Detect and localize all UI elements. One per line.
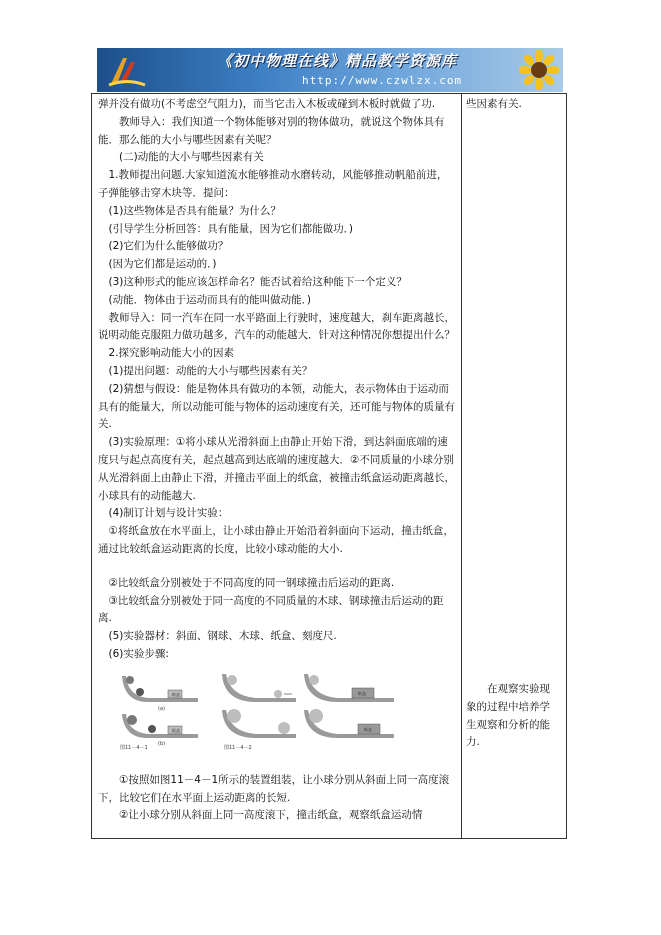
answer: (动能．物体由于运动而具有的能叫做动能．) <box>108 293 311 306</box>
column-divider <box>461 94 462 838</box>
right-column-top <box>466 96 562 114</box>
paragraph: ①按照如图11－4－1所示的装置组装，让小球分别从斜面上同一高度滚下，比较它们在水平面上运动距离的长短. <box>98 773 450 804</box>
paragraph: 教师导入：我们知道一个物体能够对别的物体做功，就说这个物体具有能．那么能的大小与哪些因素有关呢？ <box>98 115 445 146</box>
paragraph: ①将纸盒放在水平面上，让小球由静止开始沿着斜面向下运动，撞击纸盒，通过比较纸盒运动距离的长度，比较小球动能的大小. <box>98 525 454 555</box>
logo-icon <box>105 52 149 88</box>
figure-11-4-2-a2 <box>304 674 394 702</box>
paragraph: 1.教师提出问题.大家知道流水能够推动水磨转动，风能够推动帆船前进，子弹能够击穿木块等．提问： <box>98 169 448 199</box>
box-label: 纸盒 <box>358 690 366 696</box>
paragraph: (4)制订计划与设计实验： <box>108 507 229 520</box>
paragraph: (2)猜想与假设：能是物体具有做功的本领，动能大，表示物体由于运动而具有的能量大，所以动能可能与物体的运动速度有关，还可能与物体的质量有关. <box>98 382 455 431</box>
paragraph: ②比较纸盒分别被处于不同高度的同一钢球撞击后运动的距离. <box>108 576 395 589</box>
section-heading: (二)动能的大小与哪些因素有关 <box>119 151 264 164</box>
box-label: 纸盒 <box>172 691 180 697</box>
question: (2)它们为什么能够做功？ <box>108 240 229 253</box>
question: (3)这种形式的能应该怎样命名？能否试着给这种能下一个定义？ <box>108 275 407 288</box>
sunflower-icon <box>519 50 559 90</box>
figure-11-4-1-a <box>122 676 198 712</box>
banner-title: 《初中物理在线》精品教学资源库 <box>217 52 458 70</box>
right-column-note <box>466 681 558 752</box>
section-heading: 2.探究影响动能大小的因素 <box>108 347 235 360</box>
answer: (因为它们都是运动的．) <box>108 258 217 271</box>
question: (1)这些物体是否具有能量？为什么？ <box>108 204 281 217</box>
figure-11-4-1-b <box>120 714 198 750</box>
box-label: 纸盒 <box>172 727 180 733</box>
experiment-figure <box>98 670 456 750</box>
paragraph: (3)实验原理：①将小球从光滑斜面上由静止开始下滑，到达斜面底端的速度只与起点高度有关，起点越高到达底端的速度越大．②不同质量的小球分别从光滑斜面上由静止下滑，并撞击平面上的纸盒，被撞击纸盒运动距离越长，小球具有的动能越大. <box>98 436 455 502</box>
answer: (引导学生分析回答：具有能量，因为它们都能做功．) <box>108 222 353 235</box>
paragraph: (1)提出问题：动能的大小与哪些因素有关？ <box>108 364 313 377</box>
figure-caption: 图11－4－2 <box>224 744 252 750</box>
sub-label: (a) <box>158 705 165 712</box>
header-banner <box>97 48 563 92</box>
figure-11-4-2-a1 <box>222 674 296 702</box>
box-label: 纸盒 <box>364 726 372 732</box>
paragraph: (5)实验器材：斜面、钢球、木球、纸盒、刻度尺. <box>108 630 337 643</box>
paragraph: ②让小球分别从斜面上同一高度滚下，撞击纸盒，观察纸盒运动情 <box>119 809 423 822</box>
paragraph: 在观察实验现象的过程中培养学生观察和分析的能力. <box>466 683 550 749</box>
figure-caption: 图11－4－1 <box>120 744 148 750</box>
paragraph: 些因素有关. <box>466 98 522 110</box>
paragraph: 教师导入：同一汽车在同一水平路面上行驶时，速度越大，刹车距离越长，说明动能克服阻力做功越多，汽车的动能越大．针对这种情况你想提出什么？ <box>98 311 455 342</box>
experiment-diagram <box>118 670 398 750</box>
lesson-table <box>91 93 567 839</box>
paragraph: (6)实验步骤: <box>108 647 169 660</box>
banner-url[interactable]: http://www.czwlzx.com <box>302 74 463 87</box>
paragraph: 弹并没有做功(不考虑空气阻力)，而当它击入木板或碰到木板时就做了功. <box>98 98 436 110</box>
sub-label: (b) <box>158 740 166 747</box>
figure-11-4-2-b2 <box>224 709 394 750</box>
lesson-content <box>98 96 456 825</box>
figure-11-4-2-b1 <box>222 709 296 738</box>
paragraph: ③比较纸盒分别被处于同一高度的不同质量的木球、钢球撞击后运动的距离. <box>98 594 444 625</box>
